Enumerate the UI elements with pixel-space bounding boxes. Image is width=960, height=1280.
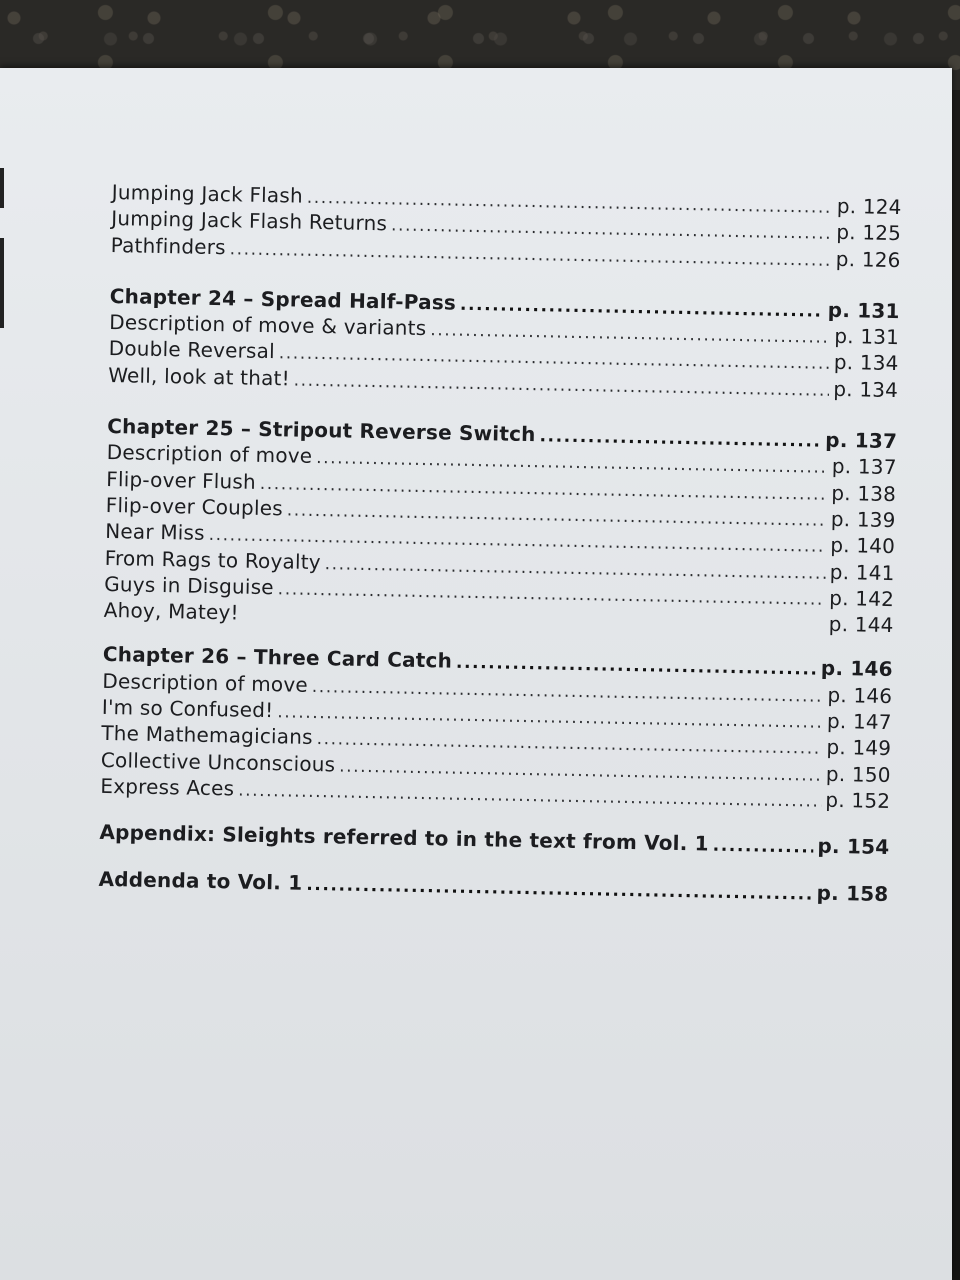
toc-entry-page: p. 125 (836, 220, 902, 246)
chapter-page: p. 137 (825, 427, 898, 454)
toc-entry-page: p. 134 (833, 350, 899, 376)
toc-entry-title: Description of move (102, 668, 309, 697)
toc-entry-title: Double Reversal (108, 336, 276, 364)
toc-entry-page: p. 124 (836, 193, 902, 220)
toc-entry-title: Ahoy, Matey! (103, 598, 240, 625)
addenda-title: Addenda to Vol. 1 (98, 866, 303, 895)
toc-entry-title: Pathfinders (110, 232, 227, 259)
addenda-page: p. 158 (816, 880, 889, 906)
dot-leader (713, 834, 814, 860)
toc-entry-page: p. 142 (829, 585, 895, 611)
toc-entry-page: p. 126 (835, 246, 901, 272)
toc-entry-page: p. 138 (831, 480, 897, 506)
toc-entry-title: Guys in Disguise (104, 571, 275, 600)
toc-entry-page: p. 150 (825, 761, 891, 787)
appendix-page: p. 154 (817, 833, 890, 860)
toc-entry-page: p. 144 (828, 612, 894, 638)
book-page (0, 68, 952, 1280)
toc-entry-page: p. 152 (825, 787, 891, 813)
appendix-title: Appendix: Sleights referred to in the text from Vol. 1 (99, 820, 710, 856)
toc-entry-title: Well, look at that! (108, 362, 291, 391)
toc-entry-title: Flip-over Couples (105, 492, 284, 521)
toc-entry-page: p. 149 (826, 735, 892, 761)
toc-entry-title: Jumping Jack Flash (111, 180, 304, 208)
chapter-title: Chapter 26 – Three Card Catch (102, 642, 453, 674)
chapter-page: p. 131 (827, 297, 900, 324)
toc-entry-title: Near Miss (105, 519, 206, 546)
toc-entry-page: p. 134 (833, 376, 899, 402)
toc-entry-page: p. 131 (834, 324, 900, 350)
chapter-page: p. 146 (820, 656, 893, 682)
toc-entry-title: Description of move (106, 440, 313, 469)
table-of-contents (98, 180, 902, 908)
toc-entry-title: From Rags to Royalty (104, 545, 322, 574)
toc-entry-page: p. 137 (831, 454, 897, 480)
toc-entry-page: p. 141 (829, 559, 895, 585)
chapter-title: Chapter 25 – Stripout Reverse Switch (107, 414, 536, 447)
toc-entry-title: Description of move & variants (109, 310, 427, 341)
toc-entry-title: Express Aces (100, 773, 235, 801)
page-edge-shadow (0, 168, 4, 208)
toc-entry-page: p. 139 (830, 506, 896, 533)
toc-entry-title: I'm so Confused! (101, 694, 274, 723)
toc-entry-title: Collective Unconscious (100, 747, 336, 777)
toc-entry-page: p. 147 (826, 708, 892, 735)
toc-entry-title: The Mathemagicians (101, 721, 313, 750)
chapter-title: Chapter 24 – Spread Half-Pass (109, 283, 457, 315)
toc-entry-title: Jumping Jack Flash Returns (111, 206, 388, 236)
toc-entry-page: p. 140 (830, 533, 896, 559)
toc-entry-page: p. 146 (827, 682, 893, 708)
toc-entry-title: Flip-over Flush (106, 466, 257, 494)
page-edge-shadow (0, 238, 4, 328)
